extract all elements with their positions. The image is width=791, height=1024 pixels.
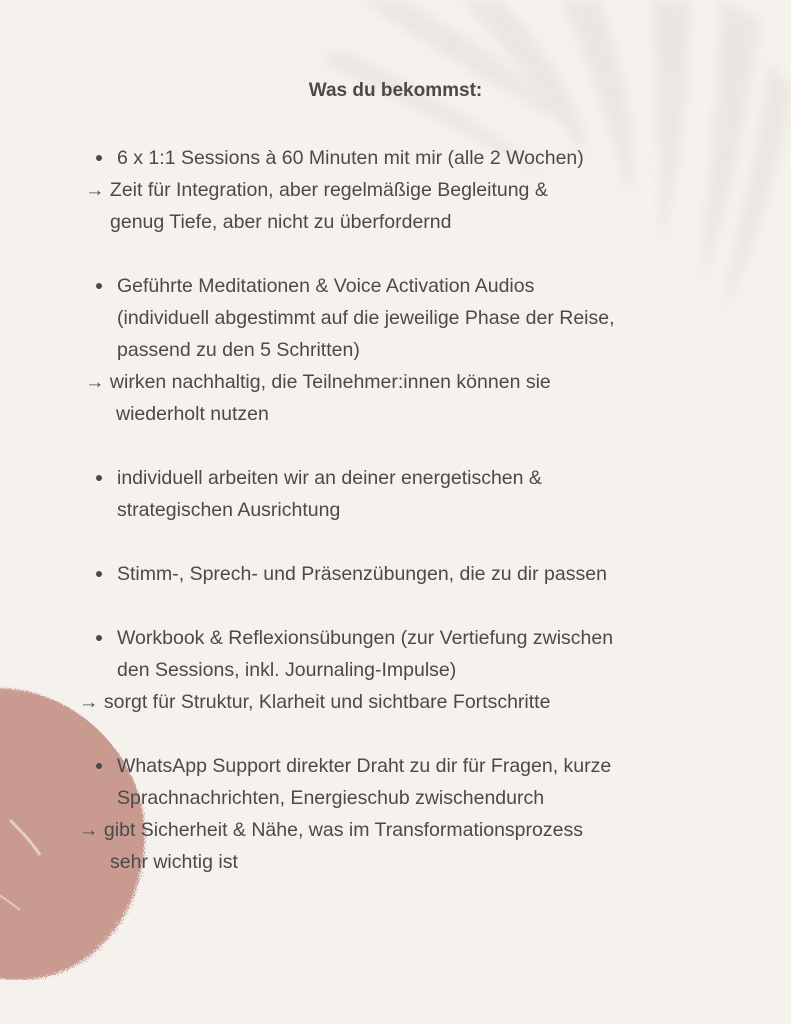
section-heading: Was du bekommst: xyxy=(308,80,483,101)
bullet-dot-icon xyxy=(96,475,102,481)
arrow-note-text: → Zeit für Integration, aber regelmäßige Begleitung & xyxy=(85,179,548,201)
bullet-item-text-continued xyxy=(117,784,544,812)
bullet-dot-icon xyxy=(96,571,102,577)
bullet-line-text: passend zu den 5 Schritten) xyxy=(117,339,360,361)
bullet-line-text: WhatsApp Support direkter Draht zu dir für Fragen, kurze xyxy=(117,755,612,777)
bullet-dot-icon xyxy=(96,283,102,289)
bullet-line-text: Workbook & Reflexionsübungen (zur Vertiefung zwischen xyxy=(117,627,614,649)
bullet-line-text: (individuell abgestimmt auf die jeweilige Phase der Reise, xyxy=(117,307,615,329)
bullet-item-text xyxy=(117,560,607,588)
bullet-item-text xyxy=(117,752,611,780)
bullet-dot-icon xyxy=(96,635,102,641)
bullet-item-text xyxy=(117,144,584,172)
bullet-item-text xyxy=(117,464,542,492)
arrow-note-text: → wirken nachhaltig, die Teilnehmer:innen können sie xyxy=(85,371,551,393)
bullet-item-text xyxy=(117,624,613,652)
bullet-line-text: strategischen Ausrichtung xyxy=(117,499,341,521)
arrow-note-text-continued: wiederholt nutzen xyxy=(116,403,269,425)
bullet-dot-icon xyxy=(96,155,102,161)
bullet-line-text: Geführte Meditationen & Voice Activation Audios xyxy=(117,275,535,297)
bullet-line-text: den Sessions, inkl. Journaling-Impulse) xyxy=(117,659,457,681)
bullet-item-text-continued xyxy=(117,336,360,364)
bullet-item-text-continued xyxy=(117,304,615,332)
arrow-note-text-continued: sehr wichtig ist xyxy=(110,851,238,873)
bullet-item-text xyxy=(117,272,534,300)
bullet-line-text: Sprachnachrichten, Energieschub zwischendurch xyxy=(117,787,545,809)
arrow-note-text: → sorgt für Struktur, Klarheit und sichtbare Fortschritte xyxy=(79,691,551,713)
bullet-line-text: Stimm-, Sprech- und Präsenzübungen, die zu dir passen xyxy=(117,563,607,585)
bullet-item-text-continued xyxy=(117,656,456,684)
bullet-dot-icon xyxy=(96,763,102,769)
arrow-note-text: → gibt Sicherheit & Nähe, was im Transformationsprozess xyxy=(79,819,583,841)
bullet-line-text: individuell arbeiten wir an deiner energetischen & xyxy=(117,467,542,489)
bullet-line-text: 6 x 1:1 Sessions à 60 Minuten mit mir (alle 2 Wochen) xyxy=(117,147,584,169)
bullet-item-text-continued xyxy=(117,496,340,524)
arrow-note-text-continued: genug Tiefe, aber nicht zu überfordernd xyxy=(110,211,452,233)
